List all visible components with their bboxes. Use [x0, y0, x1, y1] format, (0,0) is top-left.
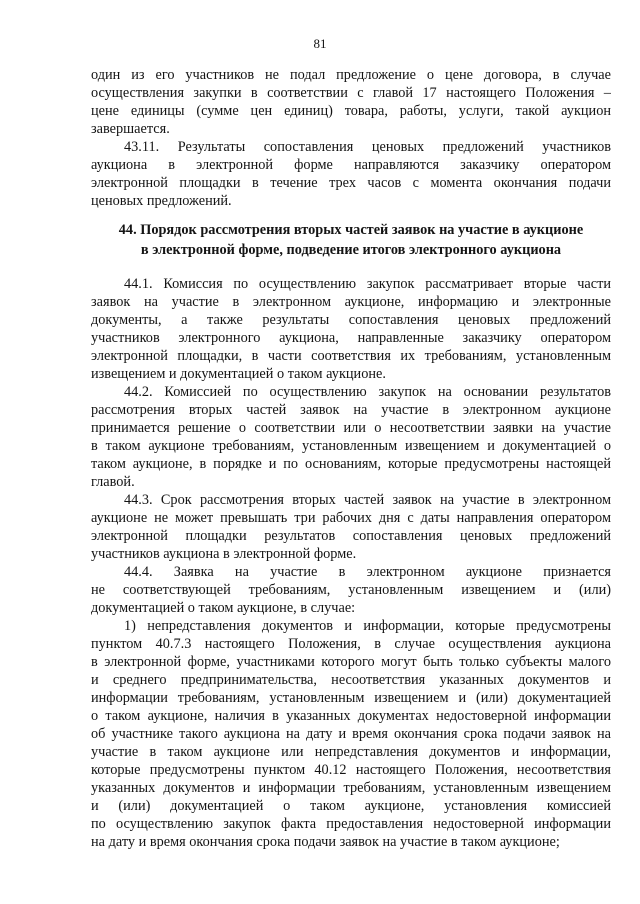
text-line: принимается решение о соответствии или о несоответствии заявки на участие: [91, 420, 611, 436]
text-line: об участнике такого аукциона на дату и время окончания срока подачи заявок на: [91, 726, 611, 742]
text-line: заявок на участие в электронном аукционе, информацию и электронные: [91, 294, 611, 310]
continued-text-block: [91, 66, 611, 210]
text-line: один из его участников не подал предложение о цене договора, в случае: [91, 67, 611, 83]
text-line: электронной площадки в течение трех часов с момента окончания подачи: [91, 175, 611, 191]
text-line: указанных документов и информации требованиям, установленным извещением: [91, 780, 611, 796]
paragraph-start-line: 44.4. Заявка на участие в электронном аукционе признается: [124, 564, 611, 580]
page-number: 81: [313, 36, 327, 51]
text-line: и среднего предпринимательства, несоответствия указанных документов и: [91, 672, 611, 688]
paragraph-start-line: 44.2. Комиссией по осуществлению закупок на основании результатов: [124, 384, 611, 400]
heading-line: в электронной форме, подведение итогов электронного аукциона: [140, 242, 562, 258]
text-line: и (или) документацией о таком аукционе, установления комиссией: [91, 798, 611, 814]
text-line: цене единицы (сумме цен единиц) товара, работы, услуги, такой аукцион: [91, 103, 611, 119]
text-line: не соответствующей требованиям, установленным извещением и (или): [91, 582, 611, 598]
text-line: в электронной форме, участниками которого могут быть только субъекты малого: [91, 654, 611, 670]
paragraph-start-line: 43.11. Результаты сопоставления ценовых предложений участников: [124, 139, 611, 155]
text-line: о таком аукционе, наличия в указанных документах недостоверной информации: [91, 708, 611, 724]
text-line: участие в таком аукционе или непредставления документов и информации,: [91, 744, 611, 760]
text-line: документы, а также результаты сопоставления ценовых предложений: [91, 312, 611, 328]
text-line: аукционе не может превышать три рабочих дня с даты направления оператором: [91, 510, 611, 526]
text-line: ценовых предложений.: [91, 193, 232, 209]
paragraph-start-line: 44.3. Срок рассмотрения вторых частей заявок на участие в электронном: [124, 492, 611, 508]
text-line: завершается.: [91, 121, 170, 137]
text-line: осуществления закупки в соответствии с главой 17 настоящего Положения –: [91, 85, 611, 101]
text-line: электронной площадки результатов сопоставления ценовых предложений: [91, 528, 611, 544]
section-heading: [91, 220, 611, 260]
text-line: по осуществлению закупок факта предоставления недостоверной информации: [91, 816, 611, 832]
text-line: таком аукционе, в порядке и по основаниям, которые предусмотрены настоящей: [91, 456, 611, 472]
text-line: в таком аукционе требованиям, установленным извещением и документацией о: [91, 438, 611, 454]
text-line: документацией о таком аукционе, в случае:: [91, 600, 356, 616]
section-body: [91, 275, 611, 851]
text-line: участников аукциона в электронной форме.: [91, 546, 357, 562]
text-line: информации требованиям, установленным извещением и (или) документацией: [91, 690, 611, 706]
text-line: которые предусмотрены пунктом 40.12 настоящего Положения, несоответствия: [91, 762, 611, 778]
text-line: участников электронного аукциона, направленные заказчику оператором: [91, 330, 611, 346]
text-line: рассмотрения вторых частей заявок на участие в электронном аукционе: [91, 402, 611, 418]
paragraph-start-line: 44.1. Комиссия по осуществлению закупок рассматривает вторые части: [124, 276, 611, 292]
text-line: аукциона в электронной форме направляются заказчику оператором: [91, 157, 611, 173]
text-line: пунктом 40.7.3 настоящего Положения, в случае осуществления аукциона: [91, 636, 611, 652]
text-line: на дату и время окончания срока подачи заявок на участие в таком аукционе;: [91, 834, 560, 850]
text-line: главой.: [91, 474, 135, 490]
text-line: извещением и документацией о таком аукционе.: [91, 366, 386, 382]
heading-line: 44. Порядок рассмотрения вторых частей заявок на участие в аукционе: [118, 222, 584, 238]
text-line: электронной площадки, в части соответствия их требованиям, установленным: [91, 348, 611, 364]
list-item-start-line: 1) непредставления документов и информации, которые предусмотрены: [124, 618, 611, 634]
